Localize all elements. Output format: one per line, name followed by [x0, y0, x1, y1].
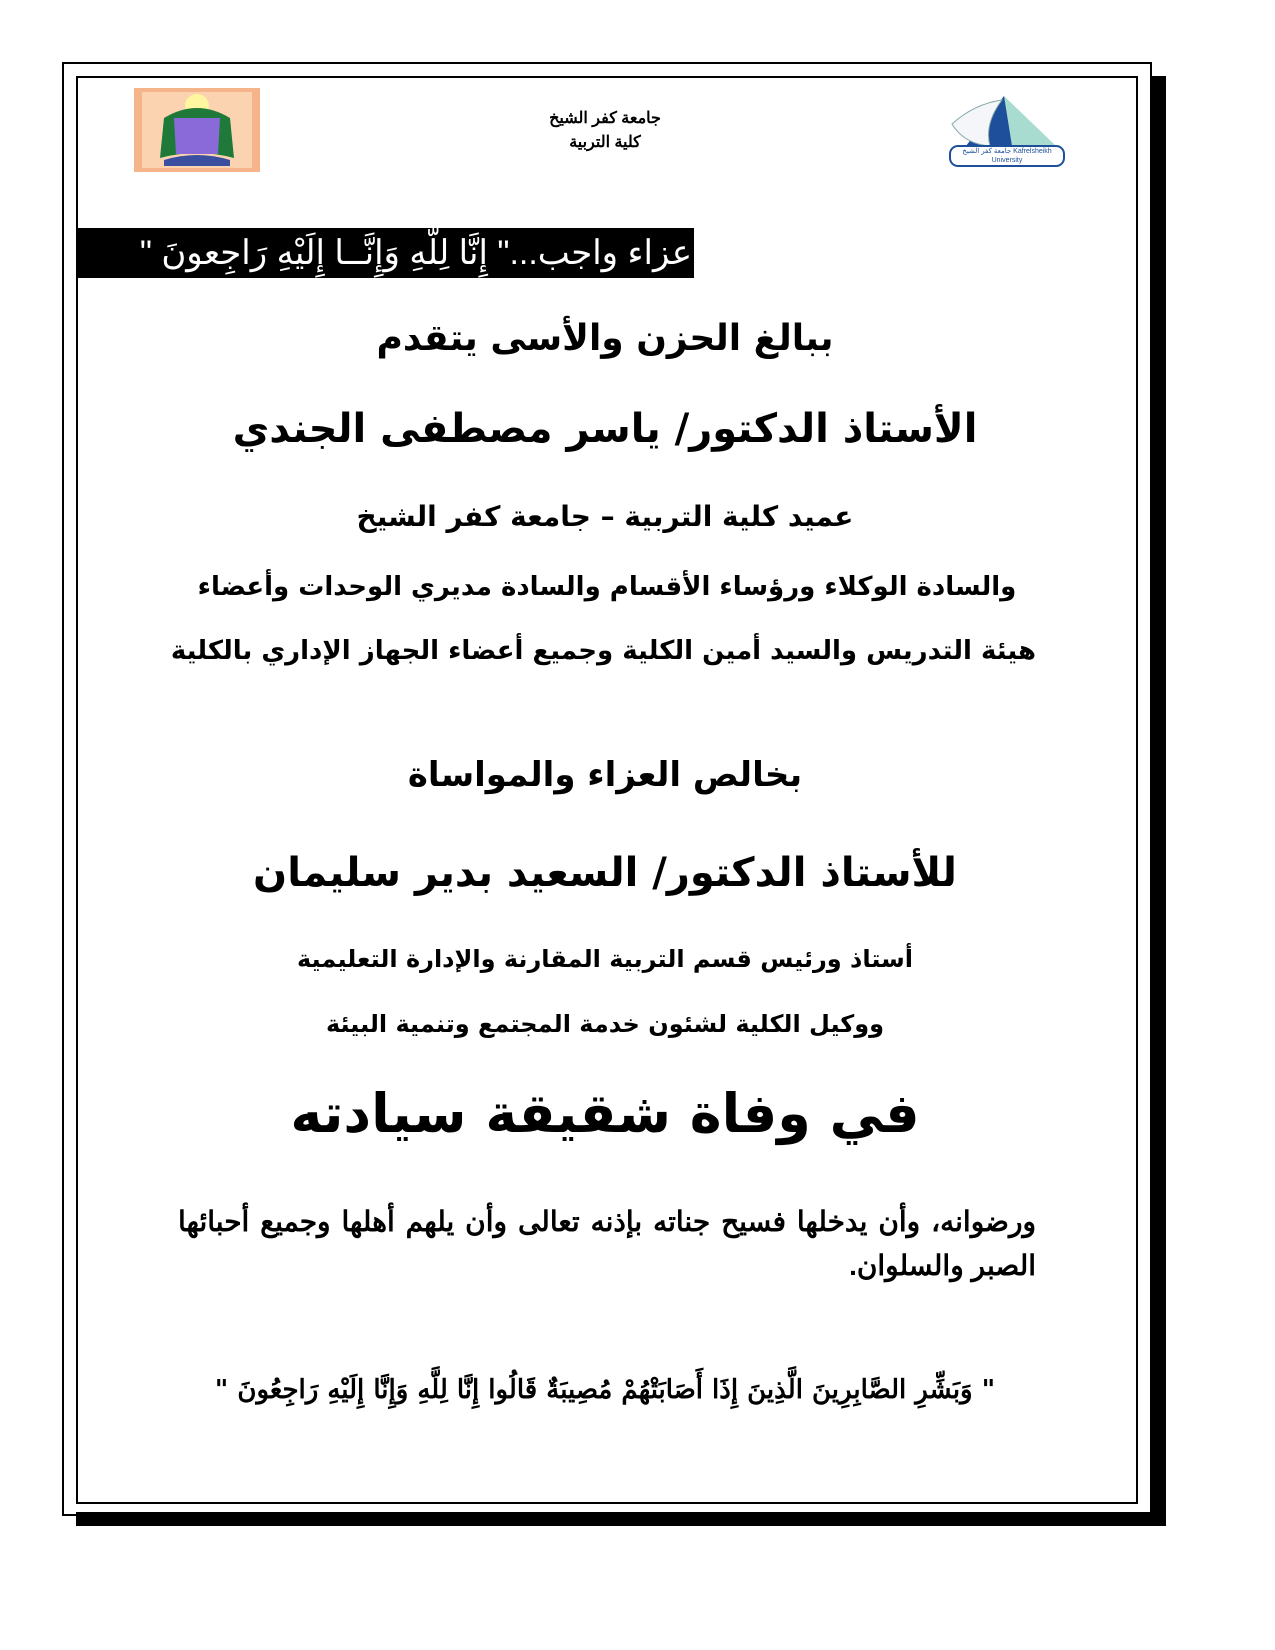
recipient-title-2: ووكيل الكلية لشئون خدمة المجتمع وتنمية البيئة	[325, 1010, 885, 1038]
faculty-logo	[134, 88, 260, 172]
dean-name: الأستاذ الدكتور/ ياسر مصطفى الجندي	[232, 406, 978, 452]
university-logo	[944, 94, 1070, 170]
prayer-paragraph: ورضوانه، وأن يدخلها فسيح جناته بإذنه تعالى وأن يلهم أهلها وجميع أحبائها الصبر والسلوان.	[178, 1206, 1036, 1281]
quran-verse: " وَبَشِّرِ الصَّابِرِينَ الَّذِينَ إِذَا أَصَابَتْهُمْ مُصِيبَةٌ قَالُوا إِنَّا لِلَّهِ وَإِنَّا إِلَيْهِ رَاجِعُونَ "	[214, 1375, 996, 1405]
dean-title: عميد كلية التربية – جامعة كفر الشيخ	[356, 500, 854, 533]
intro-line: ببالغ الحزن والأسى يتقدم	[376, 318, 834, 359]
condolence-line: بخالص العزاء والمواساة	[407, 755, 803, 795]
staff-line-1: والسادة الوكلاء ورؤساء الأقسام والسادة مديري الوحدات وأعضاء	[197, 572, 1017, 602]
occasion-line: في وفاة شقيقة سيادته	[290, 1082, 920, 1145]
condolence-banner: عزاء واجب..." إِنَّا لِلَّهِ وَإِنَّــا إِلَيْهِ رَاجِعونَ "	[78, 228, 694, 278]
recipient-title-1: أستاذ ورئيس قسم التربية المقارنة والإدارة التعليمية	[297, 945, 913, 973]
staff-line-2: هيئة التدريس والسيد أمين الكلية وجميع أعضاء الجهاز الإداري بالكلية	[170, 636, 1036, 666]
university-name: جامعة كفر الشيخ	[549, 110, 661, 127]
page-border-shadow-bottom	[76, 1512, 1166, 1526]
recipient-name: للأستاذ الدكتور/ السعيد بدير سليمان	[253, 850, 957, 896]
faculty-name: كلية التربية	[569, 134, 641, 151]
university-logo-text: جامعة كفر الشيخ Kafrelsheikh University	[962, 148, 1052, 164]
page-border-shadow-right	[1150, 76, 1166, 1526]
